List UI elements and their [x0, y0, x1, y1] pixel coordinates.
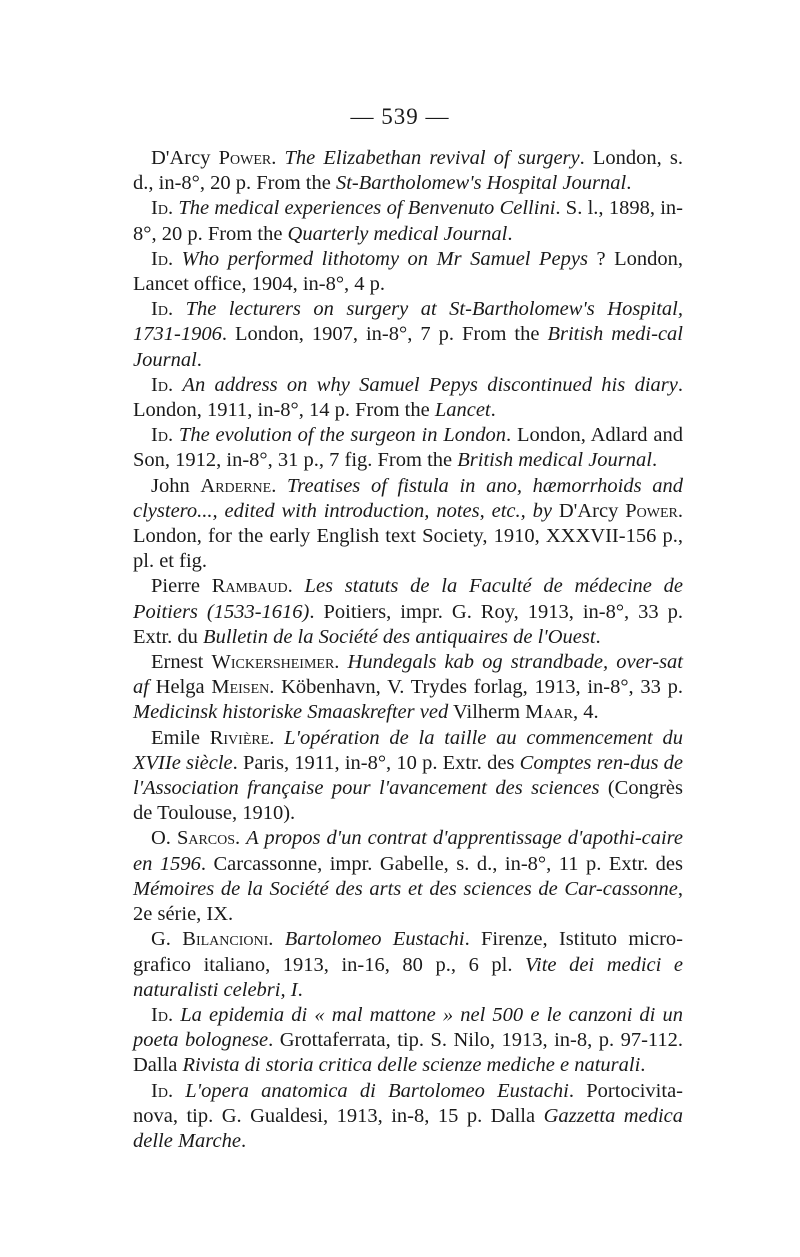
entry-text: .	[271, 474, 287, 497]
bibliography-entry	[133, 474, 683, 575]
entry-text: , 4.	[572, 701, 599, 724]
entry-text: . Poitiers, impr. G. Roy, 1913, in-8°, 33 p. Extr. du	[133, 600, 683, 648]
entry-text: Ernest	[151, 651, 212, 674]
entry-text: . Paris, 1911, in-8°, 10 p. Extr. des	[232, 751, 520, 774]
bibliography-entry	[133, 826, 683, 927]
entry-text: .	[640, 1054, 646, 1077]
entry-text: .	[595, 625, 601, 648]
entry-author-name: Power	[625, 499, 678, 522]
entry-text: D'Arcy	[551, 499, 626, 522]
entry-title-text: Vite dei medici e naturalisti celebri, I	[133, 953, 684, 1001]
entry-text: .	[196, 348, 202, 371]
entry-text: .	[268, 928, 285, 951]
entry-text: .	[167, 1079, 186, 1102]
entry-text: .	[167, 1003, 181, 1026]
entry-author-name: Id	[151, 247, 168, 270]
entry-title-text: An address on why Samuel Pepys discontinued his diary	[182, 373, 678, 396]
entry-text: .	[167, 298, 186, 321]
bibliography-entry	[133, 650, 683, 726]
entry-author-name: Power	[218, 147, 272, 169]
entry-title-text: Treatises of fistula in ano, hæmorrhoids and clystero..., edited with introduction, notes, etc., by	[133, 474, 684, 522]
entry-text: Helga	[148, 676, 212, 699]
entry-title-text: Medicinsk historiske Smaaskrefter ved	[133, 701, 449, 724]
entry-text: . London, Adlard and Son, 1912, in-8°, 31 p., 7 fig. From the	[133, 424, 683, 472]
bibliography-entry	[133, 574, 683, 650]
entry-author-name: Id	[151, 373, 168, 396]
entry-text: O.	[151, 827, 177, 850]
entry-author-name: Sarcos	[176, 827, 236, 850]
entry-title-text: Who performed lithotomy on Mr Samuel Pepys	[181, 247, 588, 270]
entry-text: .	[167, 373, 183, 396]
entry-title-text: L'opera anatomica di Bartolomeo Eustachi	[185, 1079, 569, 1102]
entry-author-name: Rivière	[209, 726, 270, 749]
bibliography-entry	[133, 1003, 683, 1079]
bibliography-entry	[133, 247, 683, 297]
entry-title-text: A propos d'un contrat d'apprentissage d'apothi-caire en 1596	[133, 827, 684, 875]
entry-text: . London, s. d., in-8°, 20 p. From the	[133, 147, 684, 195]
entry-text: .	[626, 172, 632, 195]
entry-title-text: The medical experiences of Benvenuto Cellini	[178, 197, 556, 220]
entry-text: .	[490, 399, 496, 422]
entry-author-name: Id	[151, 298, 168, 321]
entry-text: .	[507, 222, 513, 245]
entry-author-name: Bilancioni	[182, 928, 269, 951]
entry-text: . S. l., 1898, in-8°, 20 p. From the	[133, 197, 683, 245]
entry-text: Emile	[151, 726, 210, 749]
entry-author-name: Id	[151, 424, 168, 447]
entry-text: . Köbenhavn, V. Trydes forlag, 1913, in-8°, 33 p.	[269, 676, 683, 699]
entry-author-name: Maar	[525, 701, 573, 724]
entry-text: . Portocivita-nova, tip. G. Gualdesi, 1913, in-8, 15 p. Dalla	[133, 1079, 683, 1127]
entry-text: John	[151, 474, 201, 497]
entry-title-text: L'opération de la taille au commencement du XVIIe siècle	[133, 726, 683, 774]
entry-text: .	[167, 247, 182, 270]
entry-text: .	[334, 651, 348, 674]
entry-author-name: Meisen	[211, 676, 270, 699]
entry-text: .	[287, 575, 305, 598]
entry-text: .	[167, 424, 179, 447]
entry-title-text: British medi-cal Journal	[133, 323, 683, 371]
entry-text: . Firenze, Istituto micro-grafico italiano, 1913, in-16, 80 p., 6 pl.	[133, 928, 683, 976]
entry-title-text: British medical Journal	[457, 449, 652, 472]
entry-text: . London, for the early English text Society, 1910, XXXVII-156 p., pl. et fig.	[133, 499, 683, 573]
entry-text: .	[269, 726, 285, 749]
bibliography-entry	[133, 297, 683, 373]
page-number: — 539 —	[350, 104, 450, 129]
entry-title-text: Bulletin de la Société des antiquaires de l'Ouest	[203, 625, 596, 648]
entry-text: .	[271, 147, 285, 169]
bibliography-entry	[133, 726, 683, 827]
entry-author-name: Id	[151, 1003, 168, 1026]
entry-author-name: Id	[151, 197, 168, 220]
entry-text: .	[651, 449, 658, 472]
entry-text: , 2e série, IX.	[133, 877, 683, 926]
entry-title-text: Rivista di storia critica delle scienze mediche e naturali	[182, 1054, 641, 1077]
entry-title-text: Comptes ren-dus de l'Association française pour l'avancement des sciences	[133, 751, 683, 800]
entry-title-text: The lecturers on surgery at St-Bartholomew's Hospital, 1731-1906	[133, 298, 684, 346]
bibliography-list	[133, 146, 683, 1154]
entry-title-text: Hundegals kab og strandbade, over-sat af	[133, 651, 684, 699]
bibliography-entry	[133, 927, 683, 1003]
bibliography-entry	[133, 146, 683, 196]
bibliography-entry	[133, 196, 683, 246]
bibliography-entry	[133, 423, 683, 473]
entry-text: .	[240, 1129, 247, 1152]
entry-author-name: Arderne	[200, 474, 272, 497]
bibliography-entry	[133, 1079, 683, 1155]
entry-title-text: La epidemia di « mal mattone » nel 500 e le canzoni di un poeta bolognese	[133, 1003, 684, 1052]
entry-title-text: Mémoires de la Société des arts et des sciences de Car-cassonne	[133, 877, 678, 900]
entry-title-text: Gazzetta medica delle Marche	[133, 1104, 683, 1152]
entry-text: . Grottaferrata, tip. S. Nilo, 1913, in-8, p. 97-112. Dalla	[133, 1029, 684, 1077]
entry-author-name: Id	[151, 1079, 168, 1102]
entry-text: .	[167, 197, 179, 220]
entry-title-text: Lancet	[434, 399, 491, 422]
entry-text: . London, 1911, in-8°, 14 p. From the	[133, 373, 683, 422]
entry-title-text: The Elizabethan revival of surgery	[284, 147, 580, 169]
entry-author-name: Rambaud	[211, 575, 288, 598]
entry-text: Vilherm	[448, 701, 526, 724]
entry-text: Pierre	[151, 575, 212, 598]
entry-text: .	[297, 978, 303, 1001]
entry-text: (Congrès de Toulouse, 1910).	[133, 777, 683, 825]
entry-text: . Carcassonne, impr. Gabelle, s. d., in-8°, 11 p. Extr. des	[200, 852, 683, 875]
entry-text: .	[235, 827, 247, 850]
entry-author-name: Wickersheimer	[211, 651, 335, 674]
entry-title-text: The evolution of the surgeon in London	[178, 424, 506, 447]
entry-text: ? London, Lancet office, 1904, in-8°, 4 p.	[133, 247, 683, 296]
bibliography-entry	[133, 373, 683, 423]
entry-title-text: Quarterly medical Journal	[287, 222, 508, 245]
entry-title-text: Bartolomeo Eustachi	[284, 928, 465, 951]
entry-title-text: St-Bartholomew's Hospital Journal	[335, 172, 627, 195]
entry-title-text: Les statuts de la Faculté de médecine de Poitiers (1533-1616)	[133, 575, 683, 623]
entry-text: D'Arcy	[151, 147, 219, 169]
entry-text: G.	[151, 928, 183, 951]
entry-text: . London, 1907, in-8°, 7 p. From the	[221, 323, 548, 346]
